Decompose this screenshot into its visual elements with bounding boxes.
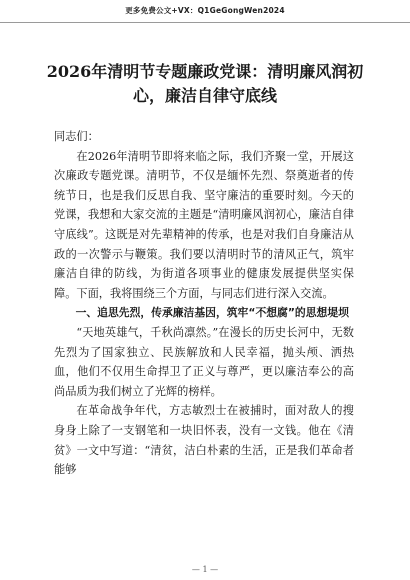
page-header	[0, 0, 410, 23]
body-paragraph: “天地英雄气，千秋尚凛然。”在漫长的历史长河中，无数先烈为了国家独立、民族解放和人民幸福，抛头颅、洒热血，他们不仅用生命捍卫了正义与尊严，更以廉洁奉公的高尚品质为我们树立了光辉的榜样。	[54, 325, 354, 398]
intro-paragraph: 在2026年清明节即将来临之际，我们齐聚一堂，开展这次廉政专题党课。清明节，不仅是缅怀先烈、祭奠逝者的传统节日，也是我们反思自我、坚守廉洁的重要时刻。今天的党课，我想和大家交流的主题是“清明廉风润初心，廉洁自律守底线”。这既是对先辈精神的传承，也是对我们自身廉洁从政的一次警示与鞭策。我们要以清明时节的清风正气，筑牢廉洁自律的防线，为街道各项事业的健康发展提供坚实保障。下面，我将围绕三个方面，与同志们进行深入交流。	[54, 149, 354, 300]
salutation: 同志们：	[54, 130, 99, 143]
document-body	[54, 127, 354, 480]
section-heading: 一、追思先烈，传承廉洁基因，筑牢“不想腐”的思想堤坝	[75, 306, 349, 320]
page-number: — 1 —	[191, 565, 219, 574]
header-text: 更多免费公文+VX：Q1GeGongWen2024	[125, 6, 285, 15]
body-paragraph: 在革命战争年代，方志敏烈士在被捕时，面对敌人的搜身身上除了一支钢笔和一块旧怀表，没有一文钱。他在《清贫》一文中写道：“清贫，洁白朴素的生活，正是我们革命者能够	[54, 404, 354, 477]
document-title: 2026年清明节专题廉政党课：清明廉风润初心，廉洁自律守底线	[46, 62, 364, 105]
